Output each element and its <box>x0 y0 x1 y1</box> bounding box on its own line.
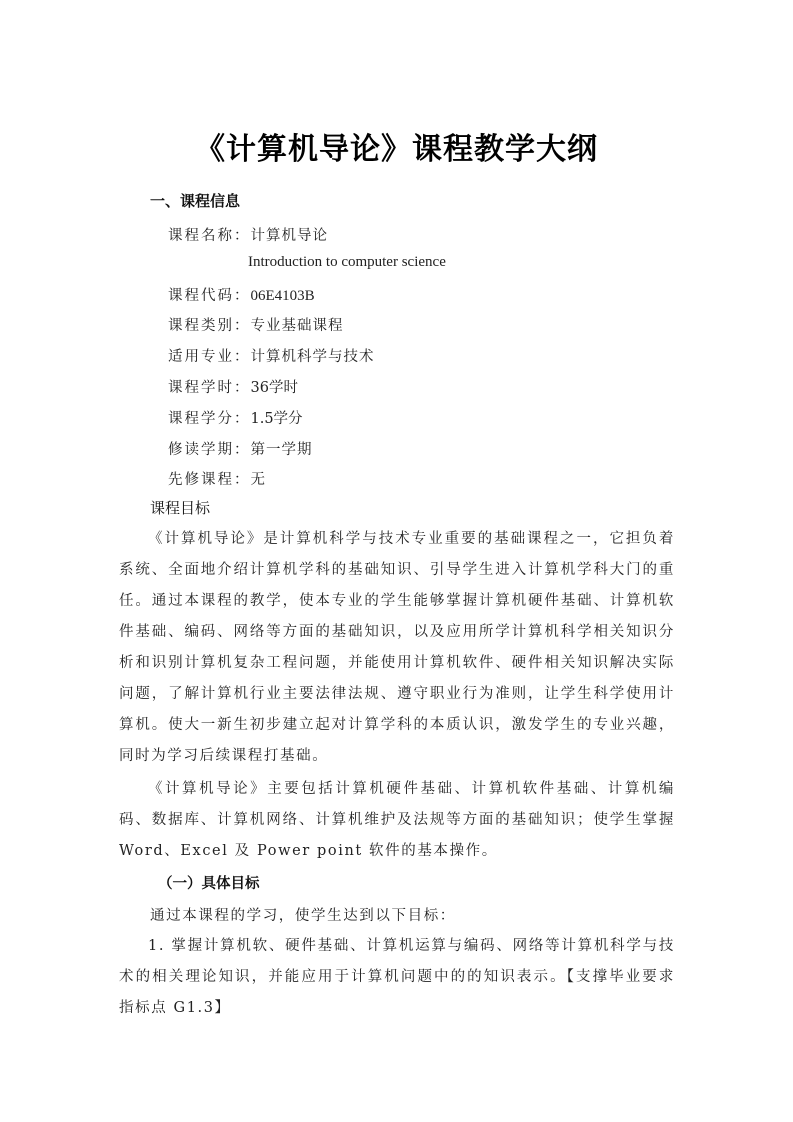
field-label: 适用专业： <box>168 349 251 365</box>
field-label: 课程代码： <box>168 288 251 304</box>
field-label: 课程名称： <box>168 228 251 244</box>
info-row-semester <box>168 438 313 459</box>
field-value: 无 <box>250 472 266 488</box>
info-row-applicable-major <box>168 345 375 366</box>
paragraph-course-content: 《计算机导论》主要包括计算机硬件基础、计算机软件基础、计算机编码、数据库、计算机网络、计算机维护及法规等方面的基础知识；使学生掌握 Word、Excel 及 Power point 软件的基本操作。 <box>119 781 675 859</box>
field-label: 先修课程： <box>168 472 251 488</box>
field-label: 课程学分： <box>168 411 251 427</box>
objectives-intro: 通过本课程的学习，使学生达到以下目标： <box>150 908 456 924</box>
field-label: 课程学时： <box>168 380 251 396</box>
objective-item-1: 1. 掌握计算机软、硬件基础、计算机运算与编码、网络等计算机科学与技术的相关理论知识，并能应用于计算机问题中的的知识表示。【支撑毕业要求指标点 G1.3】 <box>119 938 675 1016</box>
course-english-name: Introduction to computer science <box>248 254 446 270</box>
section-heading-course-info: 一、课程信息 <box>150 192 241 210</box>
field-value: 06E4103B <box>250 288 315 304</box>
field-label: 修读学期： <box>168 442 251 458</box>
subsection-heading-specific-objectives: （一）具体目标 <box>158 876 260 892</box>
info-row-course-credits <box>168 407 303 428</box>
field-label: 课程类别： <box>168 318 251 334</box>
field-value: 第一学期 <box>250 442 313 458</box>
document-title: 《计算机导论》课程教学大纲 <box>195 132 598 167</box>
info-row-course-hours <box>168 376 298 397</box>
field-value: 计算机导论 <box>250 228 328 244</box>
paragraph-course-overview: 《计算机导论》是计算机科学与技术专业重要的基础课程之一，它担负着系统、全面地介绍计算机学科的基础知识、引导学生进入计算机学科大门的重任。通过本课程的教学，使本专业的学生能够掌握计算机硬件基础、计算机软件基础、编码、网络等方面的基础知识，以及应用所学计算机科学相关知识分析和识别计算机复杂工程问题，并能使用计算机软件、硬件相关知识解决实际问题，了解计算机行业主要法律法规、遵守职业行为准则，让学生科学使用计算机。使大一新生初步建立起对计算学科的本质认识，激发学生的专业兴趣，同时为学习后续课程打基础。 <box>119 531 675 764</box>
field-value: 1.5学分 <box>250 411 303 427</box>
info-row-prerequisites <box>168 468 266 489</box>
info-row-course-category <box>168 314 344 335</box>
field-value: 计算机科学与技术 <box>250 349 375 365</box>
info-row-course-code <box>168 284 315 305</box>
section-heading-course-objectives: 课程目标 <box>150 499 211 517</box>
field-value: 36学时 <box>250 380 298 396</box>
field-value: 专业基础课程 <box>250 318 344 334</box>
info-row-course-name <box>168 224 328 245</box>
